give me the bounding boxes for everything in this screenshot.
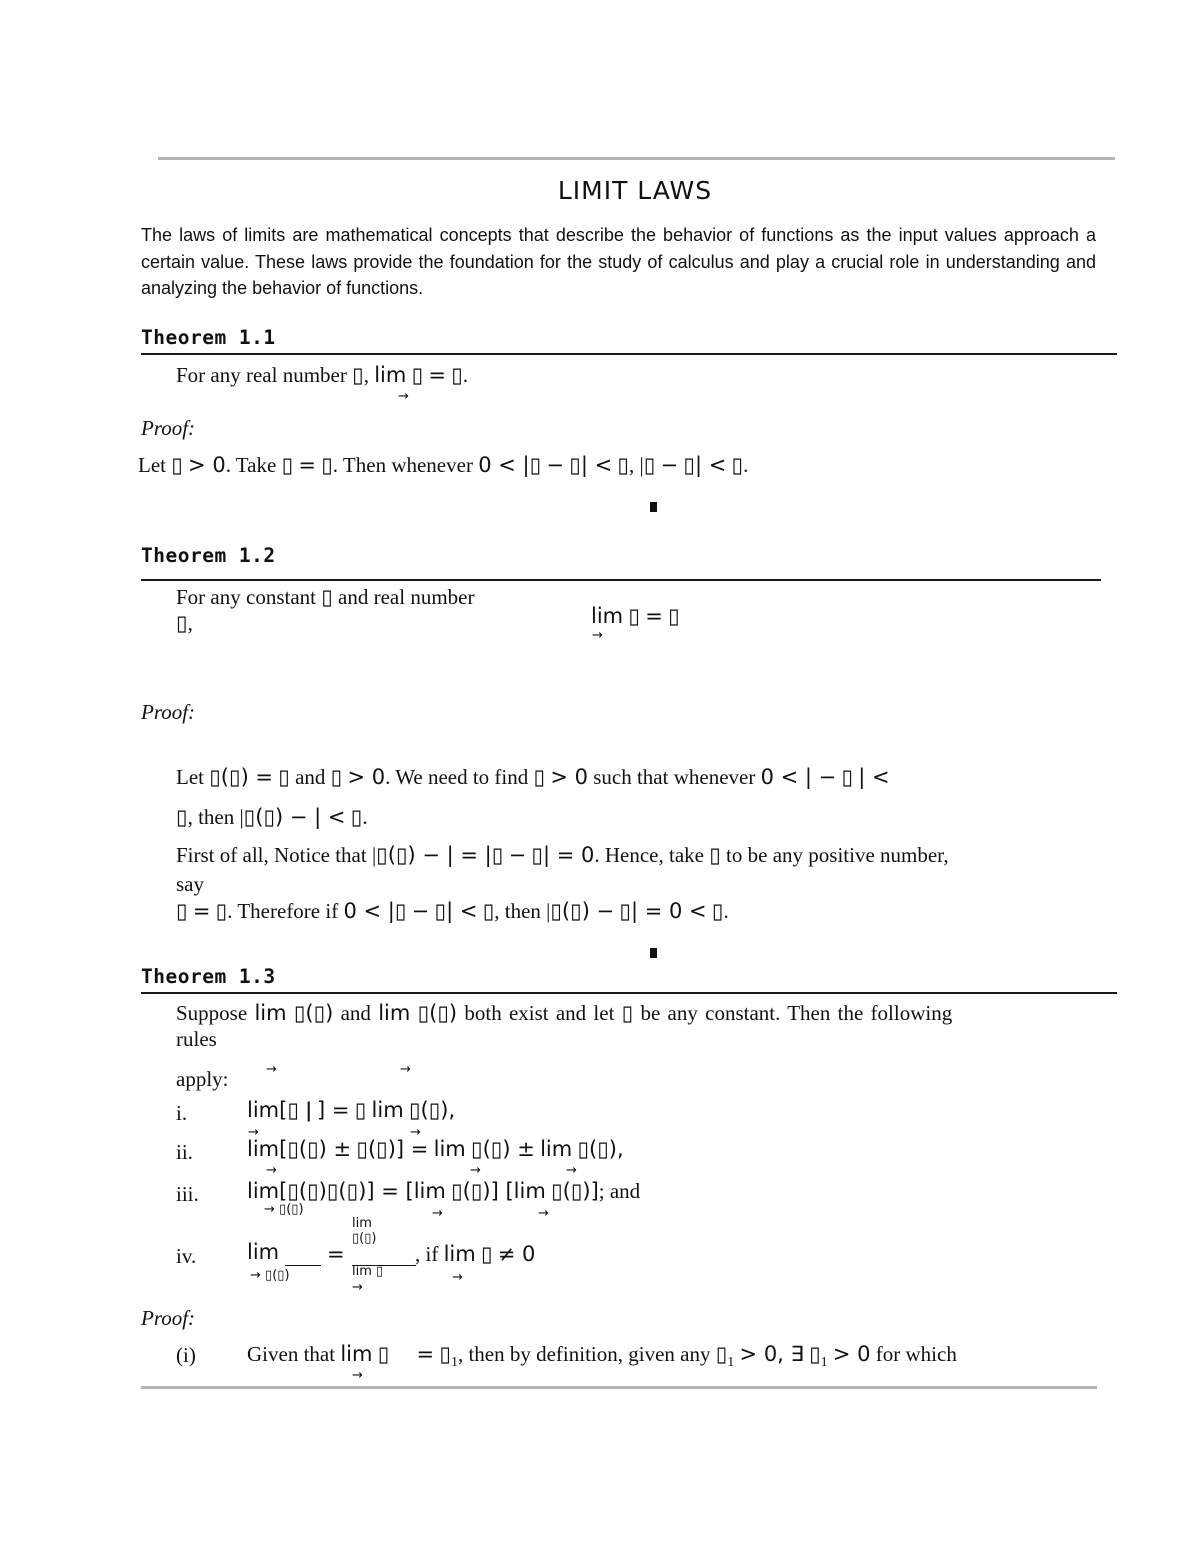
rule-iv-left-denominator: → ▯(▯)	[250, 1268, 290, 1283]
rule-iv-numerator: ▯(▯)	[352, 1231, 377, 1246]
statement-limit-arrow-1: →	[266, 1062, 277, 1077]
rule-i-formula: lim[▯ ǀ ] = ▯ lim ▯(▯),	[247, 1098, 456, 1122]
theorem-1-2-formula: lim ▯ = ▯	[591, 604, 680, 628]
bottom-rule	[141, 1386, 1097, 1389]
theorem-1-3-proof-label: Proof:	[141, 1306, 196, 1330]
theorem-1-1-rule	[141, 353, 1117, 355]
theorem-1-2-heading: Theorem 1.2	[141, 544, 276, 567]
rule-iii-label: iii.	[176, 1182, 199, 1206]
rule-iii-limit-arrow-2: →	[432, 1206, 443, 1221]
rule-ii-limit-arrow-3: →	[566, 1163, 577, 1178]
rule-i-limit-arrow-1: →	[248, 1125, 259, 1140]
theorem-1-3-statement-rules: rules	[176, 1027, 217, 1051]
theorem-1-1-limit-arrow: →	[398, 389, 409, 404]
qed-mark	[650, 502, 657, 512]
theorem-1-1-proof-label: Proof:	[141, 416, 196, 440]
rule-iv-equals: =	[327, 1242, 345, 1266]
theorem-1-2-proof-line-3: First of all, Notice that |▯(▯) − | = |▯ − ▯| = 0. Hence, take ▯ to be any positive number,	[176, 843, 949, 867]
theorem-1-2-limit-arrow: →	[592, 628, 603, 643]
theorem-1-3-rule	[141, 992, 1117, 994]
theorem-1-2-statement-b: ▯,	[176, 611, 193, 635]
statement-limit-arrow-2: →	[400, 1062, 411, 1077]
rule-iv-denominator-arrow: →	[352, 1280, 363, 1295]
proof-limit-arrow: →	[352, 1368, 363, 1383]
rule-ii-label: ii.	[176, 1140, 193, 1164]
theorem-1-1-statement: For any real number ▯, lim ▯ = ▯.	[176, 363, 469, 387]
intro-text: The laws of limits are mathematical concepts that describe the behavior of functions as the input values approach a certain value. These laws provide the foundation for the study of calculus and play a crucial role in understanding and analyzing the behavior of functions.	[141, 225, 1096, 298]
rule-i-label: i.	[176, 1101, 188, 1125]
theorem-1-2-proof-line-2: ▯, then |▯(▯) − | < ▯.	[176, 805, 368, 829]
theorem-1-3-statement-apply: apply:	[176, 1067, 229, 1091]
rule-iii-sub: → ▯(▯)	[264, 1202, 304, 1217]
rule-ii-limit-arrow-2: →	[470, 1163, 481, 1178]
proof-item-i-text: Given that lim ▯ = $▯_1$, then by definition, given any $▯_1 > 0$, ∃ $▯_1 > 0$ for which	[247, 1342, 957, 1371]
theorem-1-2-proof-line-4: say	[176, 872, 204, 896]
rule-iv-numerator-lim: lim	[352, 1216, 372, 1231]
theorem-1-1-heading: Theorem 1.1	[141, 326, 276, 349]
proof-item-i-label: (i)	[176, 1343, 196, 1367]
rule-iii-limit-arrow-3: →	[538, 1206, 549, 1221]
rule-iv-fraction-line-left	[285, 1265, 321, 1266]
rule-iv-denominator: lim ▯	[352, 1264, 384, 1279]
page-title: LIMIT LAWS	[557, 176, 713, 205]
theorem-1-2-rule	[141, 579, 1101, 581]
theorem-1-3-statement: Suppose lim ▯(▯) and lim ▯(▯) both exist and let ▯ be any constant. Then the following	[176, 1001, 953, 1025]
theorem-1-2-proof-line-1: Let ▯(▯) = ▯ and ▯ > 0. We need to find ▯ > 0 such that whenever 0 < | − ▯ | <	[176, 765, 890, 789]
rule-ii-limit-arrow-1: →	[266, 1163, 277, 1178]
rule-iv-condition: , if lim ▯ ≠ 0	[415, 1242, 536, 1266]
rule-iii-formula: lim[▯(▯)▯(▯)] = [lim ▯(▯)] [lim ▯(▯)]; and	[247, 1179, 641, 1203]
rule-iv-lim: lim	[247, 1240, 280, 1264]
theorem-1-2-proof-label: Proof:	[141, 700, 196, 724]
theorem-1-2-proof-line-5: ▯ = ▯. Therefore if 0 < |▯ − ▯| < ▯, then |▯(▯) − ▯| = 0 < ▯.	[176, 899, 729, 923]
rule-ii-formula: lim[▯(▯) ± ▯(▯)] = lim ▯(▯) ± lim ▯(▯),	[247, 1137, 624, 1161]
theorem-1-2-statement-a: For any constant ▯ and real number	[176, 585, 475, 609]
qed-mark	[650, 948, 657, 958]
theorem-1-1-proof-line: Let ▯ > 0. Take ▯ = ▯. Then whenever 0 < |▯ − ▯| < ▯, |▯ − ▯| < ▯.	[138, 453, 749, 477]
top-rule	[158, 157, 1115, 160]
intro-paragraph	[141, 222, 1096, 302]
rule-iv-label: iv.	[176, 1244, 197, 1268]
rule-i-limit-arrow-2: →	[410, 1125, 421, 1140]
rule-iv-condition-arrow: →	[452, 1270, 463, 1285]
theorem-1-3-heading: Theorem 1.3	[141, 965, 276, 988]
